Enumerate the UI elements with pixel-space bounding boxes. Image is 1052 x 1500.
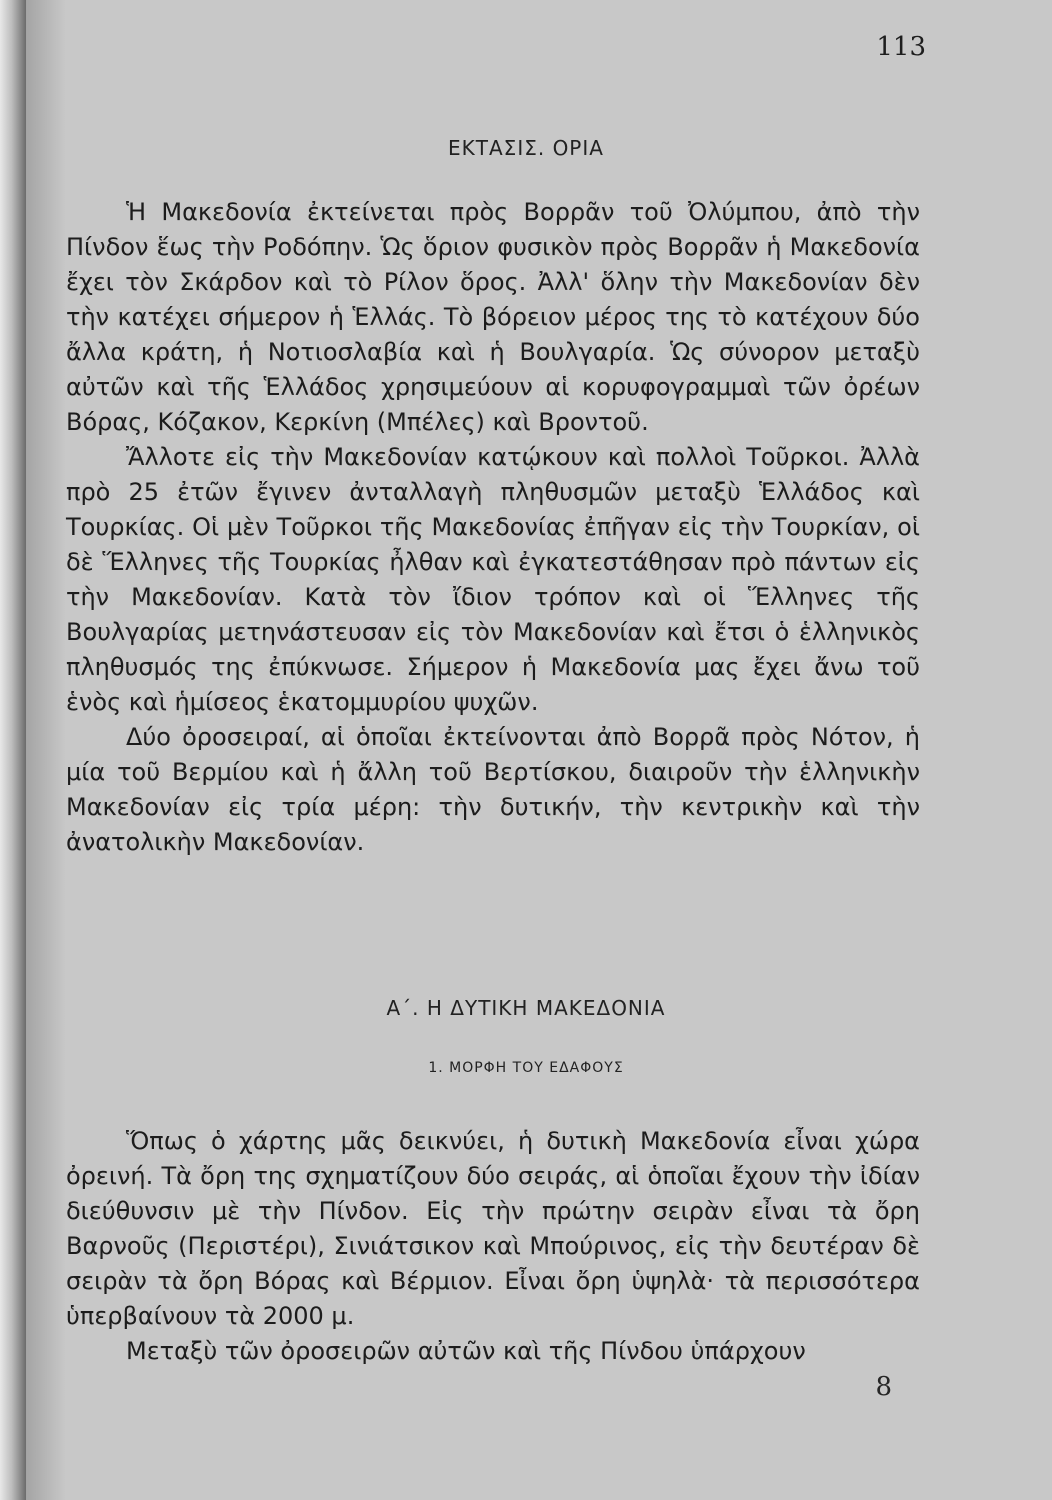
paragraph-population: Ἄλλοτε εἰς τὴν Μακεδονίαν κατῴκουν καὶ πολλοὶ Τοῦρκοι. Ἀλλὰ πρὸ 25 ἐτῶν ἔγινεν ἀνταλλαγὴ πληθυσμῶν μεταξὺ Ἑλλάδος καὶ Τουρκίας. Οἱ μὲν Τοῦρκοι τῆς Μακεδονίας ἐπῆγαν εἰς τὴν Τουρκίαν, οἱ δὲ Ἕλληνες τῆς Τουρκίας ἦλθαν καὶ ἐγκατεστάθησαν πρὸ πάντων εἰς τὴν Μακεδονίαν. Κατὰ τὸν ἴδιον τρόπον καὶ οἱ Ἕλληνες τῆς Βουλγαρίας μετηνάστευσαν εἰς τὸν Μακεδονίαν καὶ ἔτσι ὁ ἑλληνικὸς πληθυσμός της ἐπύκνωσε. Σήμερον ἡ Μακεδονία μας ἔχει ἄνω τοῦ ἑνὸς καὶ ἡμίσεος ἑκατομμυρίου ψυχῶν. [66,443,920,716]
text-block-west [66,1124,920,1369]
book-binding-edge [0,0,26,1500]
paragraph-mountainous-land: Ὅπως ὁ χάρτης μᾶς δεικνύει, ἡ δυτικὴ Μακεδονία εἶναι χώρα ὀρεινή. Τὰ ὄρη της σχηματίζουν δύο σειράς, αἱ ὁποῖαι ἔχουν τὴν ἰδίαν διεύθυνσιν μὲ τὴν Πίνδον. Εἰς τὴν πρώτην σειρὰν εἶναι τὰ ὄρη Βαρνοῦς (Περιστέρι), Σινιάτσικον καὶ Μπούρινος, εἰς τὴν δευτέραν δὲ σειρὰν τὰ ὄρη Βόρας καὶ Βέρμιον. Εἶναι ὄρη ὑψηλὰ· τὰ περισσότερα ὑπερβαίνουν τὰ 2000 μ. [66,1127,920,1330]
paragraph-mountain-ranges: Δύο ὀροσειραί, αἱ ὁποῖαι ἐκτείνονται ἀπὸ Βορρᾶ πρὸς Νότον, ἡ μία τοῦ Βερμίου καὶ ἡ ἄλλη τοῦ Βερτίσκου, διαιροῦν τὴν ἑλληνικὴν Μακεδονίαν εἰς τρία μέρη: τὴν δυτικήν, τὴν κεντρικὴν καὶ τὴν ἀνατολικὴν Μακεδονίαν. [66,723,920,856]
paragraph-continued: Μεταξὺ τῶν ὀροσειρῶν αὐτῶν καὶ τῆς Πίνδου ὑπάρχουν [126,1337,806,1365]
page-number: 113 [876,32,926,62]
heading-west-macedonia: Α΄. Η ΔΥΤΙΚΗ ΜΑΚΕΔΟΝΙΑ [386,996,666,1020]
heading-terrain-shape: 1. ΜΟΡΦΗ ΤΟΥ ΕΔΑΦΟΥΣ [428,1060,624,1076]
gutter-shadow [26,0,66,1500]
signature-mark: 8 [875,1372,892,1402]
text-block-intro [66,195,920,860]
heading-extent-borders: ΕΚΤΑΣΙΣ. ΟΡΙΑ [448,136,604,160]
paragraph-extent: Ἡ Μακεδονία ἐκτείνεται πρὸς Βορρᾶν τοῦ Ὀλύμπου, ἀπὸ τὴν Πίνδον ἕως τὴν Ροδόπην. Ὡς ὅριον φυσικὸν πρὸς Βορρᾶν ἡ Μακεδονία ἔχει τὸν Σκάρδον καὶ τὸ Ρίλον ὅρος. Ἀλλ' ὅλην τὴν Μακεδονίαν δὲν τὴν κατέχει σήμερον ἡ Ἑλλάς. Τὸ βόρειον μέρος της τὸ κατέχουν δύο ἄλλα κράτη, ἡ Νοτιοσλαβία καὶ ἡ Βουλγαρία. Ὡς σύνορον μεταξὺ αὐτῶν καὶ τῆς Ἑλλάδος χρησιμεύουν αἱ κορυφογραμμαὶ τῶν ὀρέων Βόρας, Κόζακον, Κερκίνη (Μπέλες) καὶ Βροντοῦ. [66,198,920,436]
